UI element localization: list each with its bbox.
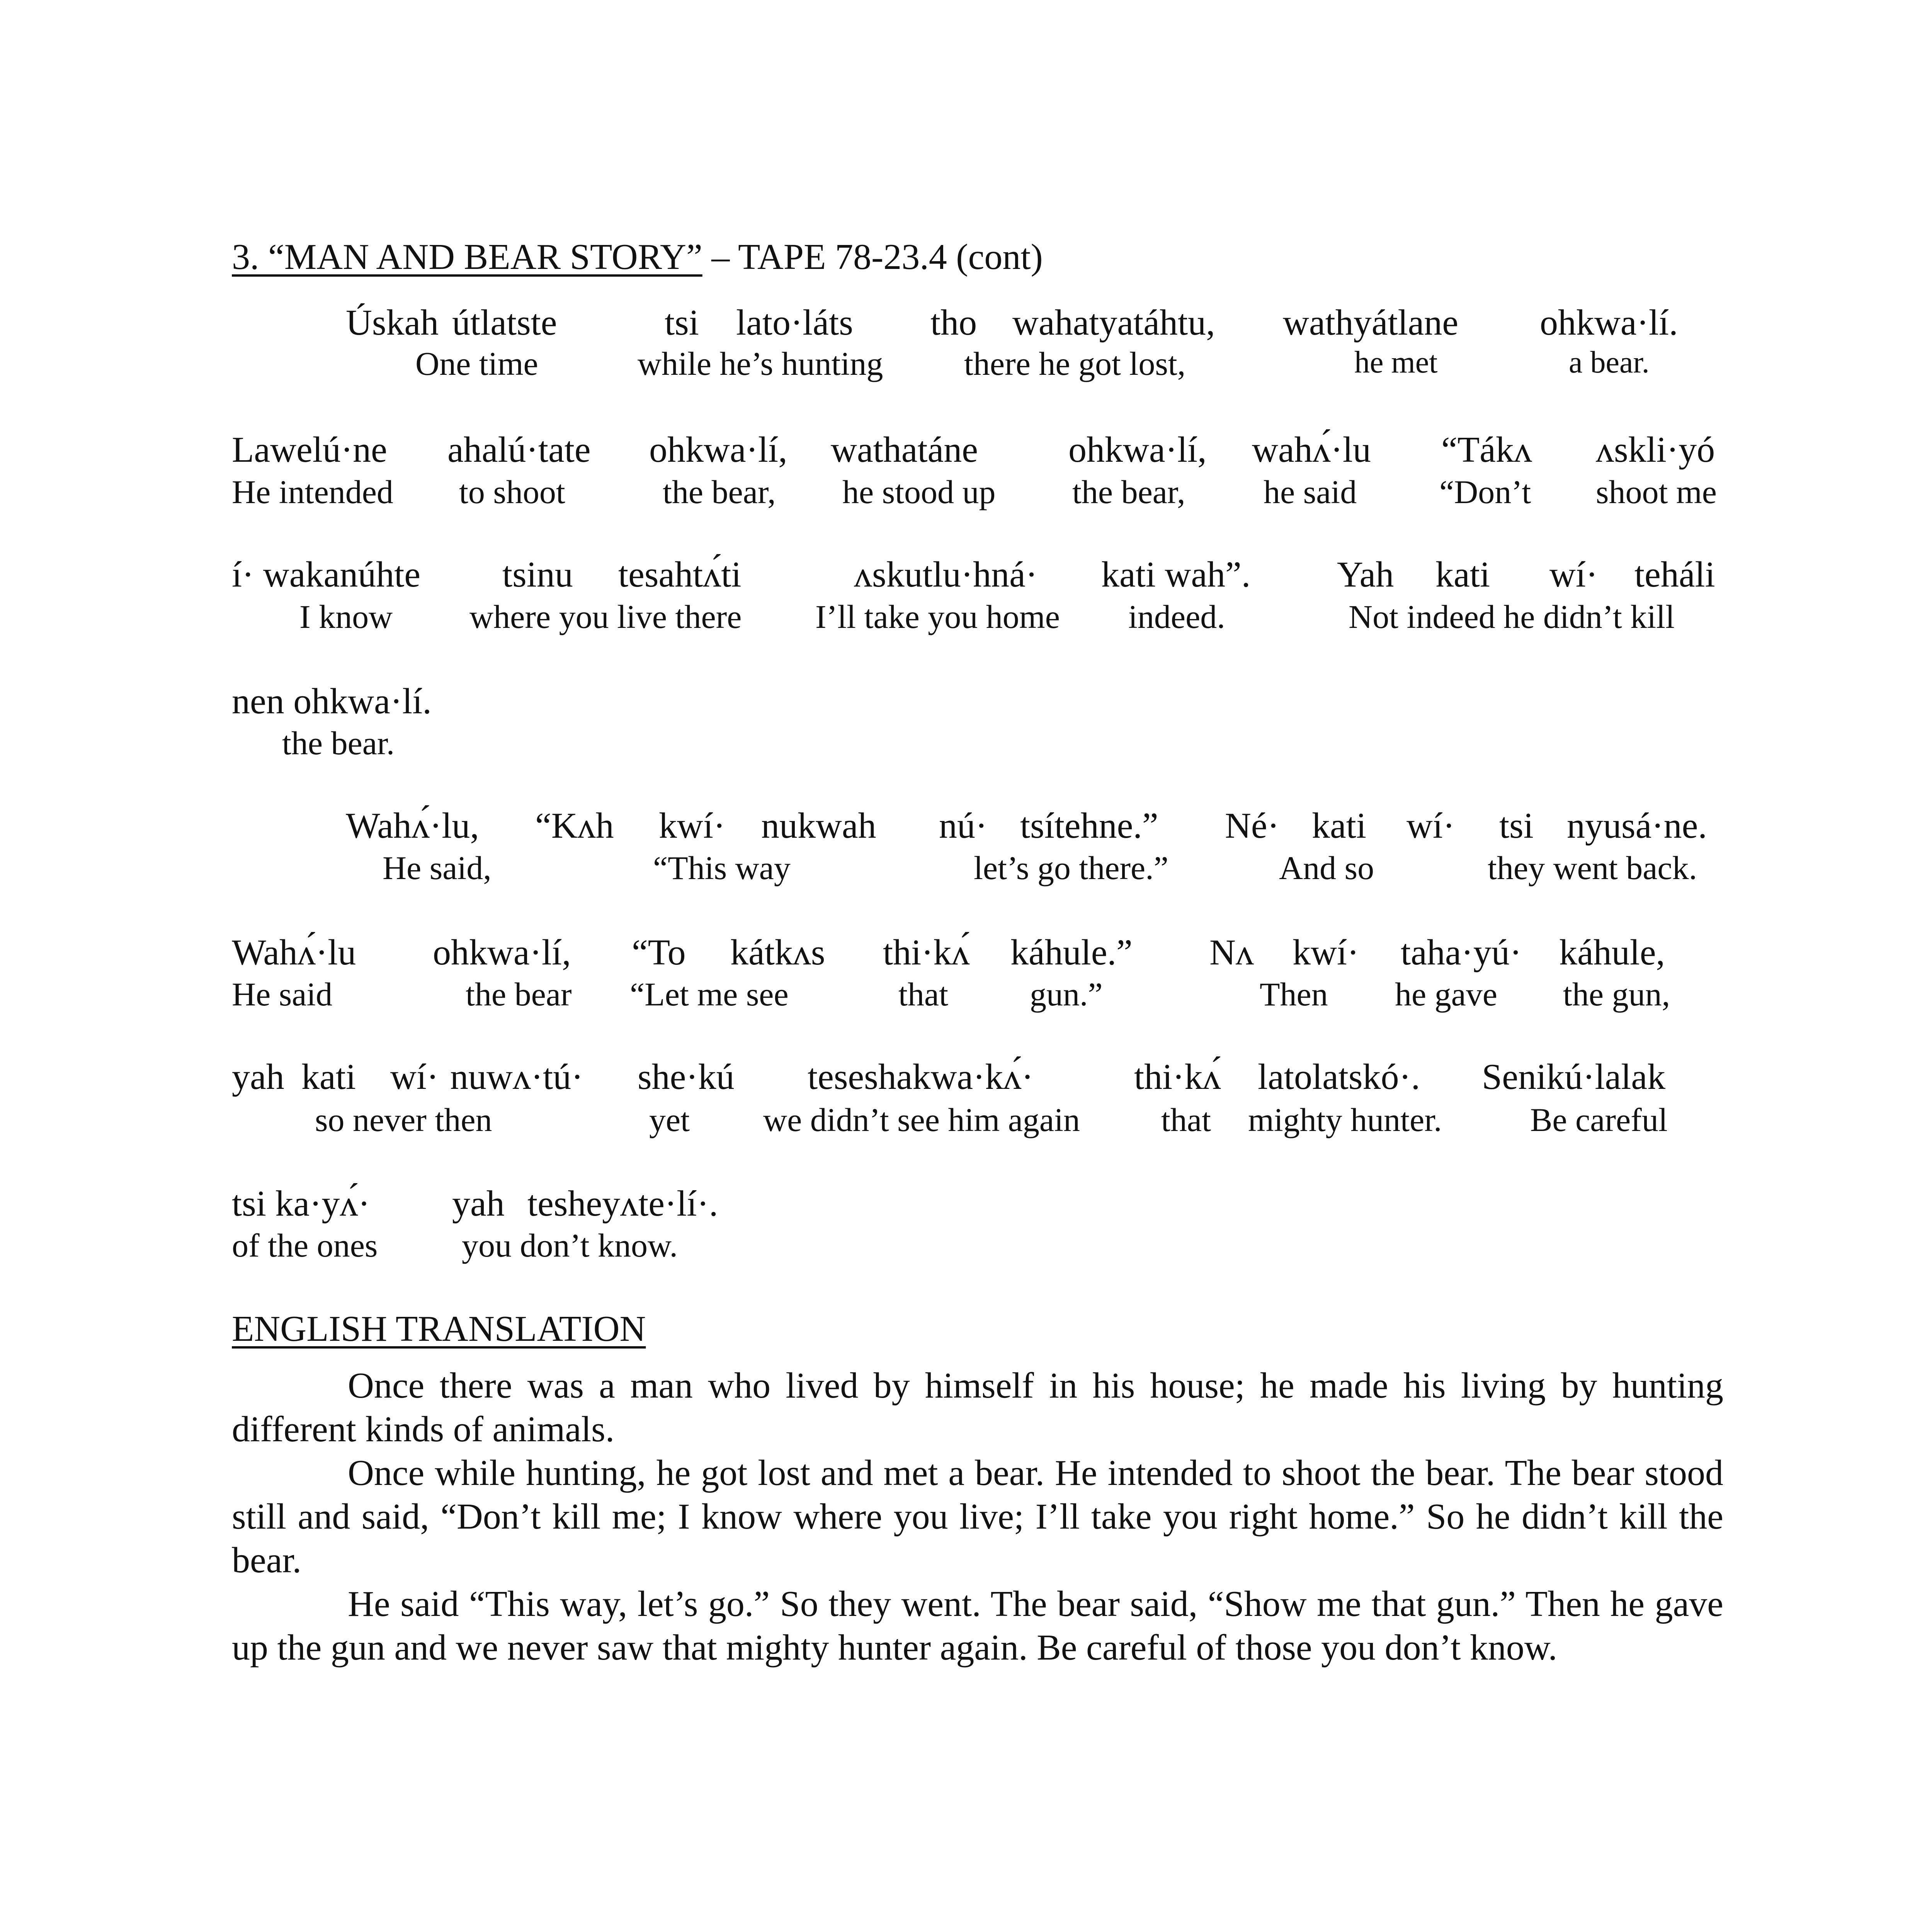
native-word: yah [232, 1057, 284, 1097]
native-line-4 [0, 683, 1932, 730]
gloss-phrase: they went back. [1488, 849, 1697, 886]
gloss-phrase: the gun, [1563, 976, 1670, 1013]
gloss-line-6 [0, 978, 1932, 1024]
native-word: taha·yú· [1401, 932, 1522, 973]
gloss-phrase: you don’t know. [462, 1227, 678, 1264]
translation-paragraph: Once while hunting, he got lost and met a bear. He intended to shoot the bear. The bear stood still and said, “Don’t kill me; I know where you live; I’ll take you right home.” So he didn’t kill the bear. [232, 1453, 1723, 1580]
gloss-phrase: I know [299, 598, 393, 635]
gloss-phrase: let’s go there.” [974, 849, 1168, 886]
native-word: wathyátlane [1283, 303, 1459, 343]
native-word: kati [1312, 806, 1366, 846]
native-word: teháli [1634, 554, 1715, 595]
native-line-5 [0, 808, 1932, 854]
gloss-phrase: Not indeed he didn’t kill [1349, 598, 1675, 635]
native-word: kátkʌs [730, 932, 825, 973]
gloss-phrase: One time [415, 345, 538, 382]
native-word: kwí· [659, 806, 726, 846]
native-word: ʌskutlu·hná· [854, 554, 1038, 595]
gloss-phrase: so never then [315, 1101, 492, 1138]
gloss-phrase: he met [1354, 345, 1438, 379]
native-word: wí· [1406, 806, 1455, 846]
tape-reference: – TAPE 78-23.4 (cont) [702, 237, 1043, 277]
native-word: tesahtʌ́ti [618, 554, 742, 595]
gloss-line-2 [0, 475, 1932, 522]
native-word: “To [632, 932, 686, 973]
gloss-phrase: a bear. [1569, 345, 1650, 379]
native-word: kati [301, 1057, 356, 1097]
native-word: kwí· [1293, 932, 1359, 973]
native-word: wí· [390, 1057, 439, 1097]
gloss-phrase: gun.” [1030, 976, 1103, 1013]
native-word: tsi [665, 303, 699, 343]
gloss-line-4 [0, 726, 1932, 773]
gloss-phrase: “This way [653, 849, 791, 886]
native-word: Úskah [346, 303, 439, 343]
native-word: Wahʌ́·lu, [346, 806, 479, 846]
native-word: “Kʌh [535, 806, 614, 846]
native-word: káhule, [1559, 932, 1665, 973]
native-word: ʌskli·yó [1596, 430, 1715, 470]
gloss-line-8 [0, 1229, 1932, 1275]
gloss-phrase: yet [649, 1101, 690, 1138]
gloss-phrase: mighty hunter. [1248, 1101, 1442, 1138]
gloss-phrase: where you live there [469, 598, 742, 635]
native-word: Lawelú·ne [232, 430, 387, 470]
gloss-phrase: “Let me see [630, 976, 789, 1013]
gloss-phrase: He said [232, 976, 333, 1013]
native-word: kati wah”. [1101, 554, 1251, 595]
native-word: Senikú·lalak [1482, 1057, 1666, 1097]
native-word: ohkwa·lí, [1068, 430, 1207, 470]
native-word: thi·kʌ́ [883, 932, 970, 973]
native-word: tho [930, 303, 977, 343]
native-word: lato·láts [736, 303, 853, 343]
gloss-phrase: that [898, 976, 948, 1013]
native-word: nú· [939, 806, 988, 846]
native-line-1 [0, 304, 1932, 351]
gloss-phrase: “Don’t [1439, 473, 1531, 510]
story-title: 3. “MAN AND BEAR STORY” [232, 237, 702, 277]
translation-body [232, 1364, 1723, 1670]
gloss-phrase: indeed. [1128, 598, 1225, 635]
translation-paragraph: He said “This way, let’s go.” So they went. The bear said, “Show me that gun.” Then he gave up the gun and we never saw that mighty hunter again. Be careful of those you don’t know. [232, 1584, 1723, 1668]
gloss-phrase: he stood up [842, 473, 996, 510]
native-line-2 [0, 432, 1932, 478]
native-word: nukwah [761, 806, 876, 846]
gloss-phrase: Be careful [1530, 1101, 1668, 1138]
native-word: latolatskó·. [1258, 1057, 1420, 1097]
gloss-phrase: while he’s hunting [638, 345, 883, 382]
native-word: útlatste [452, 303, 557, 343]
gloss-phrase: he said [1264, 473, 1357, 510]
native-word: káhule.” [1010, 932, 1133, 973]
native-word: she·kú [638, 1057, 735, 1097]
gloss-phrase: He said, [383, 849, 492, 886]
native-word: wahatyatáhtu, [1012, 303, 1215, 343]
native-word: wahʌ́·lu [1252, 430, 1371, 470]
gloss-line-3 [0, 600, 1932, 646]
native-word: wí· [1549, 554, 1598, 595]
native-word: í· wakanúhte [232, 554, 421, 595]
native-word: Yah [1337, 554, 1394, 595]
gloss-phrase: we didn’t see him again [763, 1101, 1080, 1138]
gloss-phrase: the bear. [282, 724, 395, 762]
native-word: “Tákʌ [1441, 430, 1532, 470]
native-word: Né· [1225, 806, 1279, 846]
gloss-phrase: I’ll take you home [815, 598, 1060, 635]
gloss-phrase: there he got lost, [964, 345, 1186, 382]
native-word: nen ohkwa·lí. [232, 681, 432, 721]
native-word: ohkwa·lí, [649, 430, 787, 470]
native-word: tsinu [502, 554, 573, 595]
gloss-phrase: the bear [466, 976, 572, 1013]
gloss-line-7 [0, 1103, 1932, 1150]
native-line-7 [0, 1059, 1932, 1105]
gloss-phrase: that [1161, 1101, 1211, 1138]
native-word: kati [1435, 554, 1490, 595]
native-word: wathatáne [831, 430, 978, 470]
native-word: thi·kʌ́ [1134, 1057, 1221, 1097]
native-word: tsi ka·yʌ́· [232, 1184, 370, 1224]
translation-paragraph: Once there was a man who lived by himself in his house; he made his living by hunting different kinds of animals. [232, 1366, 1723, 1449]
native-word: Nʌ [1209, 932, 1254, 973]
native-word: teseshakwa·kʌ́· [808, 1057, 1034, 1097]
native-word: Wahʌ́·lu [232, 932, 356, 973]
native-word: tsítehne.” [1020, 806, 1158, 846]
native-word: yah [452, 1184, 505, 1224]
gloss-phrase: to shoot [459, 473, 565, 510]
native-line-8 [0, 1185, 1932, 1232]
translation-heading: ENGLISH TRANSLATION [232, 1309, 646, 1349]
gloss-phrase: he gave [1395, 976, 1498, 1013]
native-word: tesheyʌte·lí·. [527, 1184, 718, 1224]
native-word: ahalú·tate [447, 430, 591, 470]
page-heading [232, 239, 1043, 275]
gloss-phrase: the bear, [1072, 473, 1185, 510]
gloss-phrase: the bear, [663, 473, 776, 510]
gloss-line-5 [0, 851, 1932, 898]
native-word: ohkwa·lí. [1540, 303, 1678, 343]
gloss-phrase: He intended [232, 473, 393, 510]
gloss-line-1 [0, 347, 1932, 393]
gloss-phrase: Then [1260, 976, 1328, 1013]
native-word: nuwʌ·tú· [450, 1057, 583, 1097]
native-word: ohkwa·lí, [433, 932, 571, 973]
gloss-phrase: of the ones [232, 1227, 378, 1264]
native-word: nyusá·ne. [1567, 806, 1707, 846]
gloss-phrase: shoot me [1596, 473, 1717, 510]
native-line-3 [0, 556, 1932, 603]
native-word: tsi [1499, 806, 1534, 846]
native-line-6 [0, 934, 1932, 981]
gloss-phrase: And so [1279, 849, 1374, 886]
